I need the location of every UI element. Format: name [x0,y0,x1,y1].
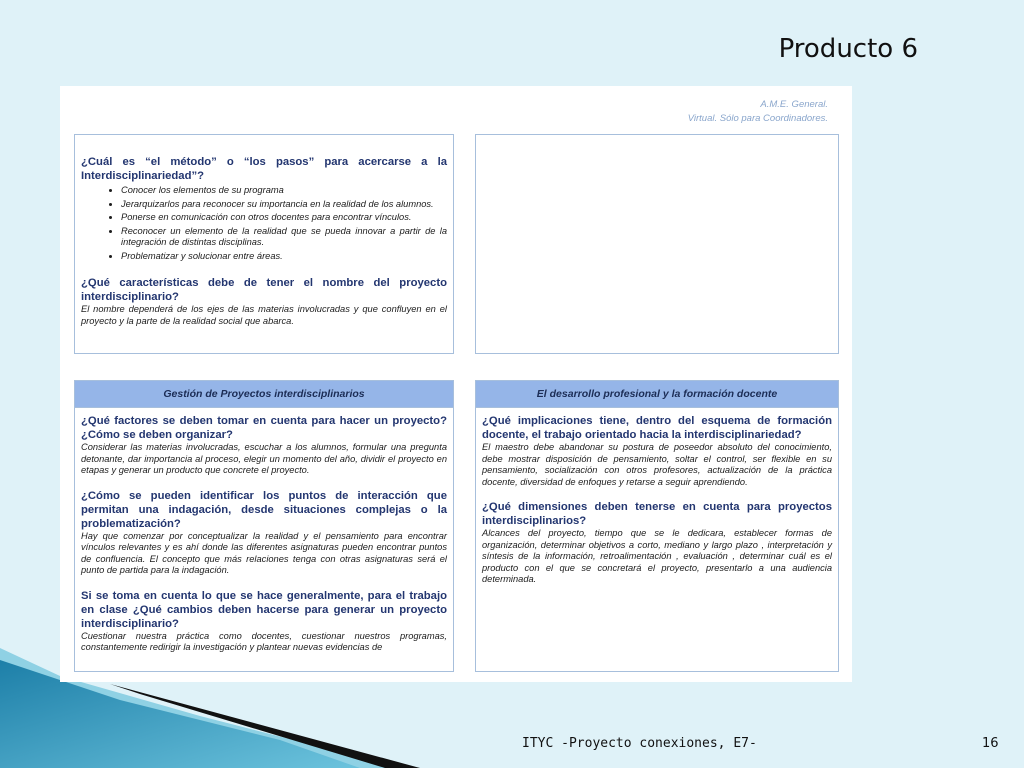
answer-name: El nombre dependerá de los ejes de las materias involucradas y que confluyen en el proyecto y la parte de la realidad social que abarca. [81,304,447,326]
answer-changes: Cuestionar nuestra práctica como docentes, cuestionar nuestros programas, constantemente redirigir la investigación y plantear nuevas evidencias de [81,630,447,652]
question-changes: Si se toma en cuenta lo que se hace generalmente, para el trabajo en clase ¿Qué cambios deben hacerse para generar un proyecto interdisciplinario? [81,589,447,630]
header-line-1: A.M.E. General. [760,99,828,110]
box-header-gestion: Gestión de Proyectos interdisciplinarios [75,381,453,408]
question-method: ¿Cuál es “el método” o “los pasos” para acercarse a la Interdisciplinariedad”? [81,156,447,182]
page-number: 16 [982,736,999,751]
box-header-desarrollo: El desarrollo profesional y la formación docente [476,381,838,408]
steps-list [81,185,447,262]
question-name: ¿Qué características debe de tener el nombre del proyecto interdisciplinario? [81,277,447,303]
list-item: • Conocer los elementos de su programa [121,185,447,197]
answer-implications: El maestro debe abandonar su postura de poseedor absoluto del conocimiento, debe mostrar disposición de pensamiento, soltar el control, ser flexible en su pensamiento, socialización con otros profesores, actualización de la práctica docente, diversidad de enfoques y retarse a seguir aprendiendo. [482,442,832,487]
footer-text: ITYC -Proyecto conexiones, E7- [522,736,757,751]
bottom-left-box [74,380,454,672]
question-interaction: ¿Cómo se pueden identificar los puntos de interacción que permitan una indagación, desde situaciones complejas o la problematización? [81,489,447,530]
top-right-box [475,134,839,354]
question-implications: ¿Qué implicaciones tiene, dentro del esquema de formación docente, el trabajo orientado hacia la interdisciplinariedad? [482,415,832,441]
slide-title: Producto 6 [778,34,918,64]
answer-dimensions: Alcances del proyecto, tiempo que se le dedicara, establecer formas de organización, determinar objetivos a corto, mediano y largo plazo , interpretación y síntesis de la información, retroalimentación , evaluación , determinar cuál es el producto con el que se concretará el proyecto, presentarlo a una audiencia determinada. [482,528,832,584]
top-left-box [74,134,454,354]
question-dimensions: ¿Qué dimensiones deben tenerse en cuenta para proyectos interdisciplinarios? [482,501,832,527]
list-item: • Reconocer un elemento de la realidad que se pueda innovar a partir de la integración de distintas disciplinas. [121,226,447,249]
list-item: • Jerarquizarlos para reconocer su importancia en la realidad de los alumnos. [121,199,447,211]
list-item: • Problematizar y solucionar entre áreas. [121,251,447,263]
question-factors: ¿Qué factores se deben tomar en cuenta para hacer un proyecto? ¿Cómo se deben organizar? [81,415,447,441]
bottom-right-box [475,380,839,672]
answer-factors: Considerar las materias involucradas, escuchar a los alumnos, formular una pregunta detonante, dar importancia al proceso, elegir un momento del año, dividir el proyecto en etapas y generar un producto que concrete el proyecto. [81,442,447,475]
list-item: • Ponerse en comunicación con otros docentes para encontrar vínculos. [121,212,447,224]
answer-interaction: Hay que comenzar por conceptualizar la realidad y el pensamiento para encontrar vínculos relevantes y es ahí donde las diferentes asignaturas pueden encontrar puntos de confluencia. El concepto que más relaciones tenga con otras asignaturas será el punto de partida para la indagación. [81,530,447,575]
header-line-2: Virtual. Sólo para Coordinadores. [687,113,828,124]
scanned-document [60,86,852,682]
header-note [688,98,828,126]
